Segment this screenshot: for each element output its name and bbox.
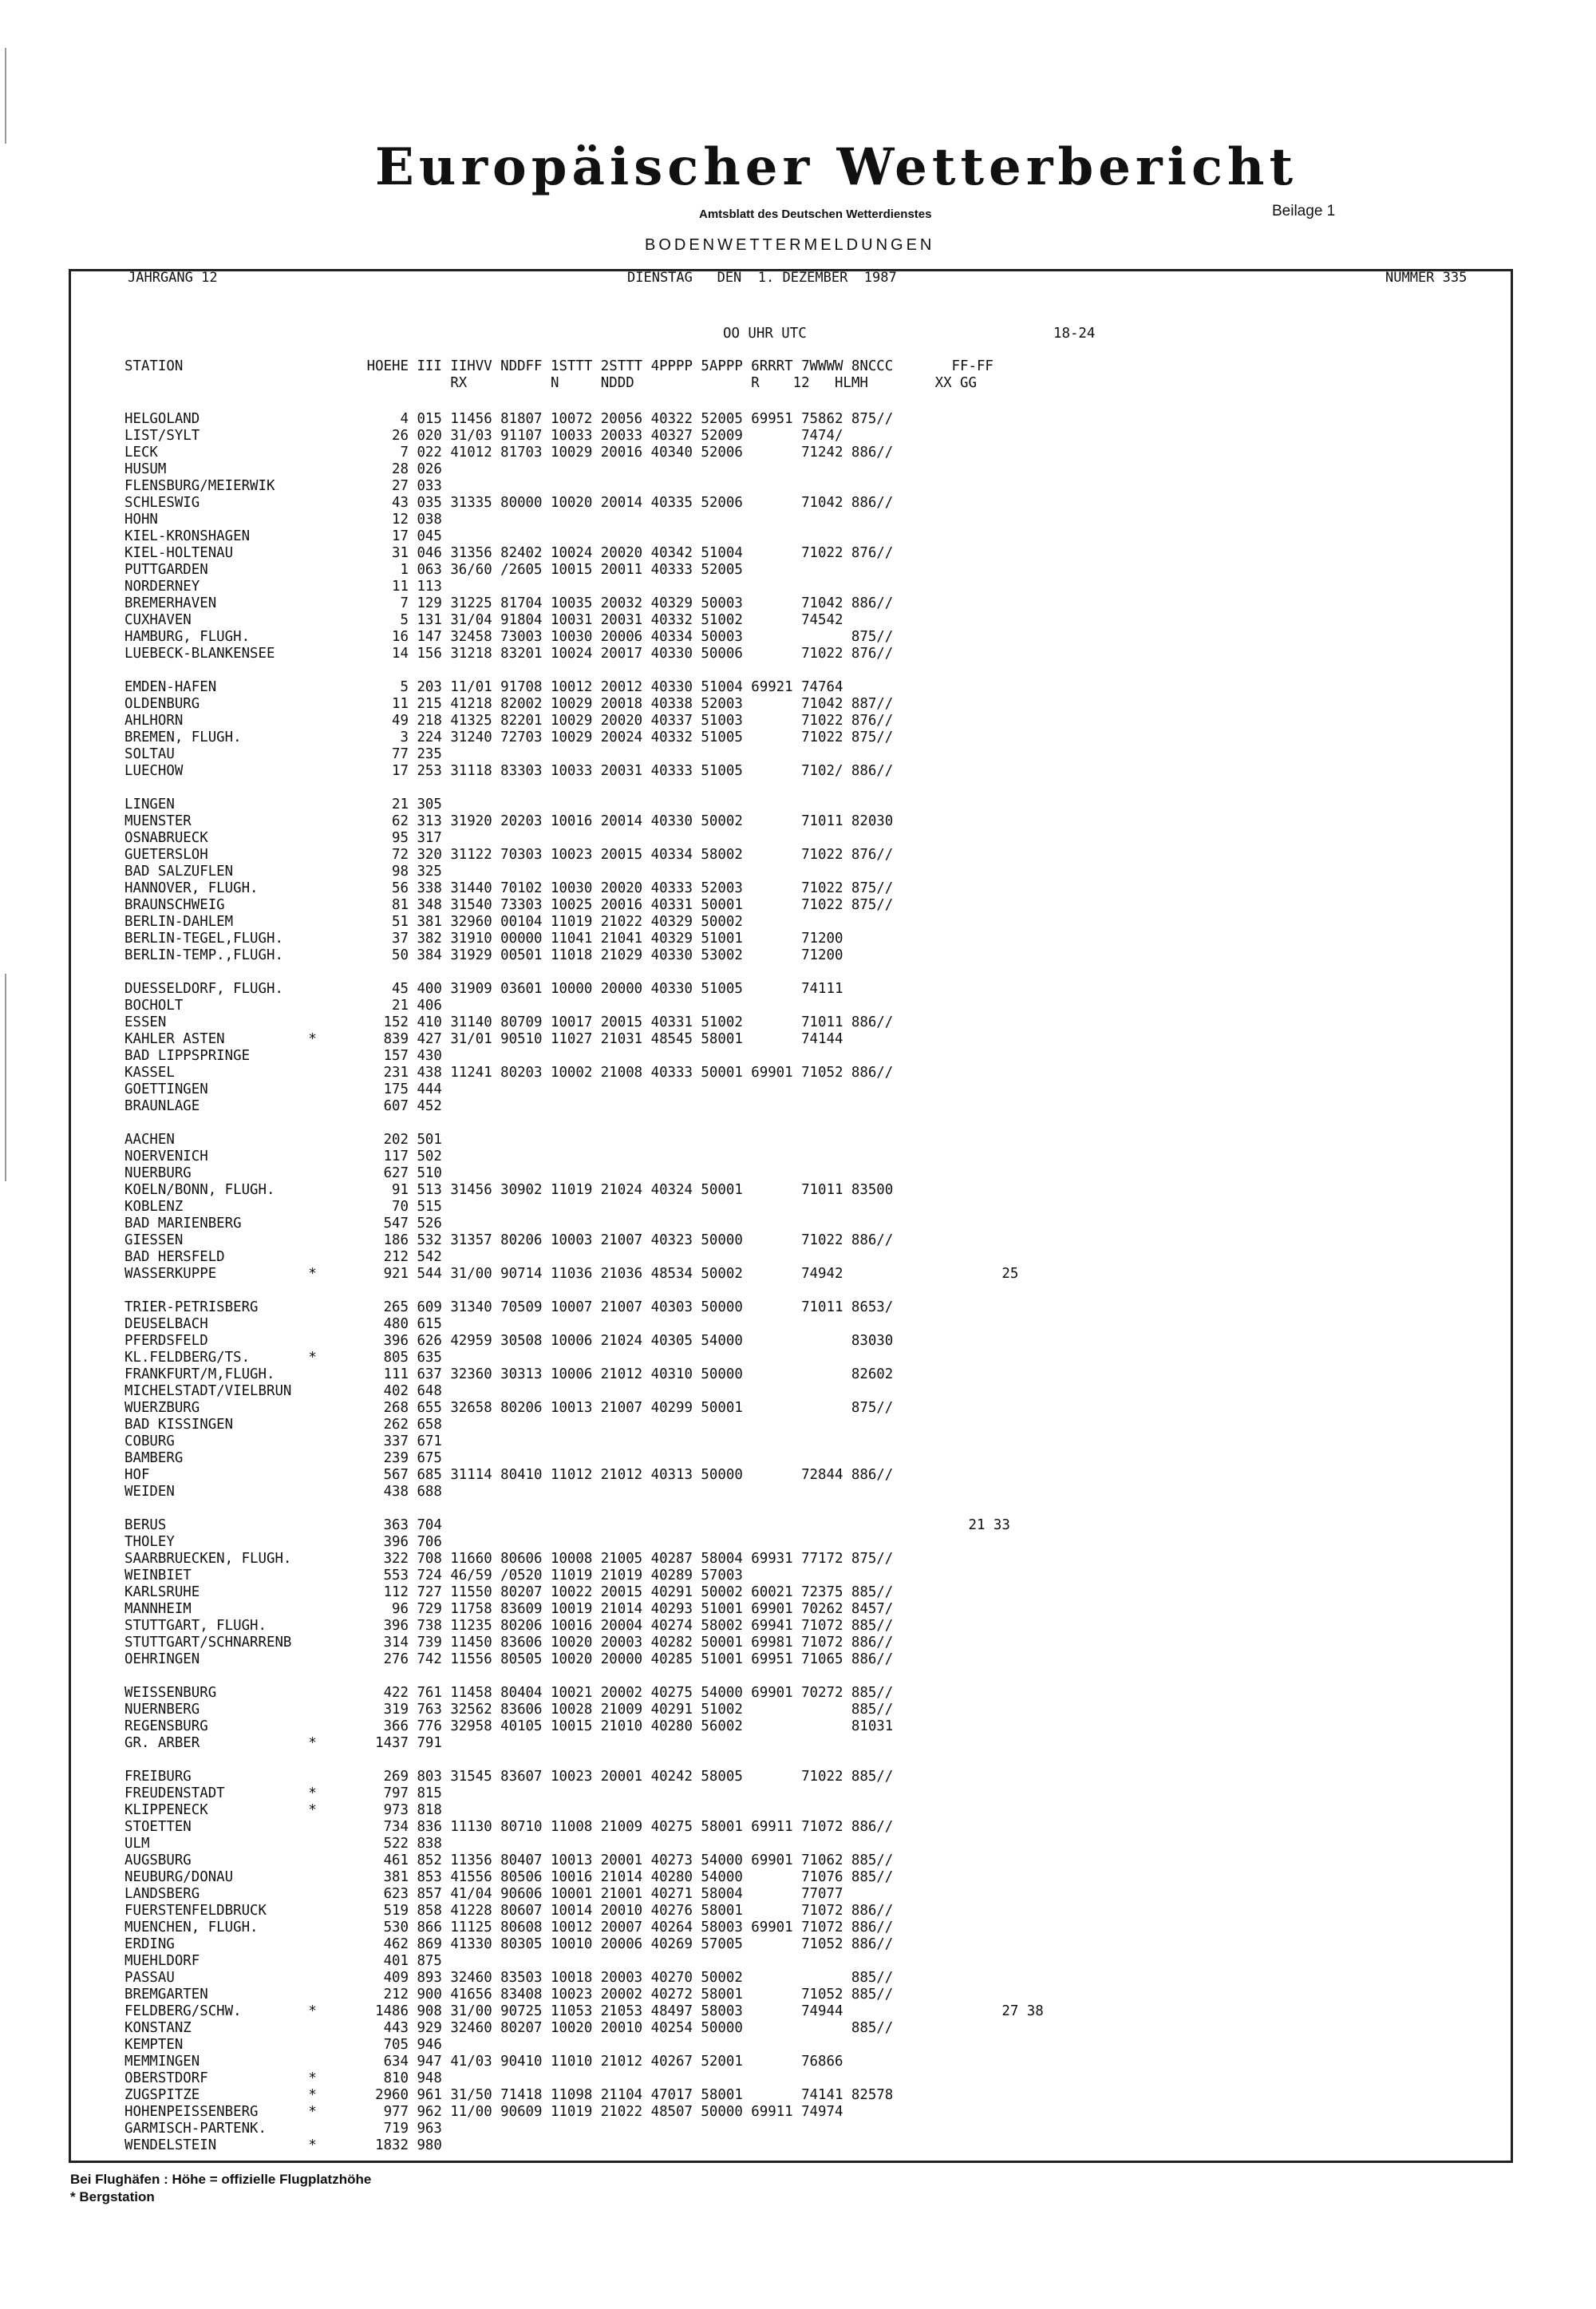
station-row: OEHRINGEN 276 742 11556 80505 10020 20000 40285 51001 69951 71065 886// — [124, 1651, 894, 1667]
station-row: NORDERNEY 11 113 — [124, 579, 442, 595]
station-row: GOETTINGEN 175 444 — [124, 1081, 442, 1097]
station-row: NUERBURG 627 510 — [124, 1165, 442, 1181]
station-row: LINGEN 21 305 — [124, 797, 442, 812]
station-row: WENDELSTEIN * 1832 980 — [124, 2137, 442, 2153]
station-row: SAARBRUECKEN, FLUGH. 322 708 11660 80606 10008 21005 40287 58004 69931 77172 875// — [124, 1551, 894, 1567]
station-row: PFERDSFELD 396 626 42959 30508 10006 21024 40305 54000 83030 — [124, 1333, 894, 1349]
station-row: GUETERSLOH 72 320 31122 70303 10023 20015 40334 58002 71022 876// — [124, 847, 894, 863]
station-row: LIST/SYLT 26 020 31/03 91107 10033 20033 40327 52009 7474/ — [124, 428, 843, 444]
station-row: BREMERHAVEN 7 129 31225 81704 10035 20032 40329 50003 71042 886// — [124, 595, 894, 611]
station-row: KIEL-HOLTENAU 31 046 31356 82402 10024 20020 40342 51004 71022 876// — [124, 545, 894, 561]
station-row: BERLIN-TEMP.,FLUGH. 50 384 31929 00501 11018 21029 40330 53002 71200 — [124, 947, 843, 963]
station-row: KAHLER ASTEN * 839 427 31/01 90510 11027 21031 48545 58001 74144 — [124, 1031, 843, 1047]
station-row: COBURG 337 671 — [124, 1433, 442, 1449]
station-row: LUECHOW 17 253 31118 83303 10033 20031 40333 51005 7102/ 886// — [124, 763, 894, 779]
station-row: DUESSELDORF, FLUGH. 45 400 31909 03601 10000 20000 40330 51005 74111 — [124, 981, 843, 997]
station-row: STOETTEN 734 836 11130 80710 11008 21009 40275 58001 69911 71072 886// — [124, 1819, 894, 1835]
group-spacer — [124, 780, 1044, 797]
station-row: BOCHOLT 21 406 — [124, 998, 442, 1014]
supplement-label: Beilage 1 — [1272, 203, 1336, 219]
issue-number: NUMMER 335 — [1385, 270, 1468, 286]
station-row: BREMGARTEN 212 900 41656 83408 10023 20002 40272 58001 71052 885// — [124, 1987, 894, 2003]
footnote-airports: Bei Flughäfen : Höhe = offizielle Flugplatzhöhe — [70, 2172, 372, 2187]
station-row: FREIBURG 269 803 31545 83607 10023 20001 40242 58005 71022 885// — [124, 1769, 894, 1785]
station-row: HELGOLAND 4 015 11456 81807 10072 20056 40322 52005 69951 75862 875// — [124, 411, 894, 427]
issue-date: DIENSTAG DEN 1. DEZEMBER 1987 — [627, 270, 897, 286]
station-row: KL.FELDBERG/TS. * 805 635 — [124, 1350, 442, 1366]
station-row: FUERSTENFELDBRUCK 519 858 41228 80607 10014 20010 40276 58001 71072 886// — [124, 1903, 894, 1919]
station-row: HUSUM 28 026 — [124, 461, 442, 477]
station-row: OSNABRUECK 95 317 — [124, 830, 442, 846]
scan-margin-mark — [5, 48, 6, 144]
station-row: AHLHORN 49 218 41325 82201 10029 20020 40337 51003 71022 876// — [124, 713, 894, 729]
station-row: FRANKFURT/M,FLUGH. 111 637 32360 30313 10006 21012 40310 50000 82602 — [124, 1366, 894, 1382]
station-row: HANNOVER, FLUGH. 56 338 31440 70102 10030 20020 40333 52003 71022 875// — [124, 880, 894, 896]
group-spacer — [124, 1668, 1044, 1685]
station-row: THOLEY 396 706 — [124, 1534, 442, 1550]
scan-margin-mark — [5, 974, 6, 1181]
station-row: WEINBIET 553 724 46/59 /0520 11019 21019 40289 57003 — [124, 1568, 743, 1583]
station-row: BAMBERG 239 675 — [124, 1450, 442, 1466]
report-title: Europäischer Wetterbericht — [375, 137, 1298, 197]
station-row: EMDEN-HAFEN 5 203 11/01 91708 10012 20012 40330 51004 69921 74764 — [124, 679, 843, 695]
group-spacer — [124, 964, 1044, 981]
station-row: OLDENBURG 11 215 41218 82002 10029 20018 40338 52003 71042 887// — [124, 696, 894, 712]
station-row: NOERVENICH 117 502 — [124, 1149, 442, 1164]
station-row: KOBLENZ 70 515 — [124, 1199, 442, 1215]
station-row: ULM 522 838 — [124, 1836, 442, 1852]
station-row: DEUSELBACH 480 615 — [124, 1316, 442, 1332]
station-row: MANNHEIM 96 729 11758 83609 10019 21014 40293 51001 69901 70262 8457/ — [124, 1601, 894, 1617]
station-row: REGENSBURG 366 776 32958 40105 10015 21010 40280 56002 81031 — [124, 1718, 894, 1734]
station-row: BAD LIPPSPRINGE 157 430 — [124, 1048, 442, 1064]
observation-time: OO UHR UTC — [723, 326, 807, 342]
station-row: BRAUNSCHWEIG 81 348 31540 73303 10025 20016 40331 50001 71022 875// — [124, 897, 894, 913]
station-row: PASSAU 409 893 32460 83503 10018 20003 40270 50002 885// — [124, 1970, 894, 1986]
station-row: WASSERKUPPE * 921 544 31/00 90714 11036 21036 48534 50002 74942 25 — [124, 1266, 1019, 1282]
station-row: KASSEL 231 438 11241 80203 10002 21008 40333 50001 69901 71052 886// — [124, 1065, 894, 1081]
station-row: FELDBERG/SCHW. * 1486 908 31/00 90725 11053 21053 48497 58003 74944 27 38 — [124, 2003, 1044, 2019]
station-row: GIESSEN 186 532 31357 80206 10003 21007 40323 50000 71022 886// — [124, 1232, 894, 1248]
group-spacer — [124, 1500, 1044, 1517]
station-row: MUEHLDORF 401 875 — [124, 1953, 442, 1969]
station-row: MUENSTER 62 313 31920 20203 10016 20014 40330 50002 71011 82030 — [124, 813, 894, 829]
group-spacer — [124, 1752, 1044, 1769]
station-row: SCHLESWIG 43 035 31335 80000 10020 20014 40335 52006 71042 886// — [124, 495, 894, 511]
station-row: BAD KISSINGEN 262 658 — [124, 1417, 442, 1433]
station-row: HOHENPEISSENBERG * 977 962 11/00 90609 11019 21022 48507 50000 69911 74974 — [124, 2104, 843, 2120]
station-row: MICHELSTADT/VIELBRUN 402 648 — [124, 1383, 442, 1399]
station-row: GR. ARBER * 1437 791 — [124, 1735, 442, 1751]
station-row: HAMBURG, FLUGH. 16 147 32458 73003 10030 20006 40334 50003 875// — [124, 629, 894, 645]
volume-label: JAHRGANG 12 — [128, 270, 218, 286]
station-row: MEMMINGEN 634 947 41/03 90410 11010 21012 40267 52001 76866 — [124, 2054, 843, 2070]
group-spacer — [124, 1283, 1044, 1299]
station-row: ERDING 462 869 41330 80305 10010 20006 40269 57005 71052 886// — [124, 1936, 894, 1952]
station-row: TRIER-PETRISBERG 265 609 31340 70509 10007 21007 40303 50000 71011 8653/ — [124, 1299, 894, 1315]
station-row: NEUBURG/DONAU 381 853 41556 80506 10016 21014 40280 54000 71076 885// — [124, 1869, 894, 1885]
station-row: KOELN/BONN, FLUGH. 91 513 31456 30902 11019 21024 40324 50001 71011 83500 — [124, 1182, 894, 1198]
station-row: AUGSBURG 461 852 11356 80407 10013 20001 40273 54000 69901 71062 885// — [124, 1852, 894, 1868]
station-row: BAD MARIENBERG 547 526 — [124, 1216, 442, 1232]
station-row: FLENSBURG/MEIERWIK 27 033 — [124, 478, 442, 494]
station-row: LECK 7 022 41012 81703 10029 20016 40340 52006 71242 886// — [124, 445, 894, 461]
station-row: WUERZBURG 268 655 32658 80206 10013 21007 40299 50001 875// — [124, 1400, 894, 1416]
station-row: KIEL-KRONSHAGEN 17 045 — [124, 528, 442, 544]
station-row: SOLTAU 77 235 — [124, 746, 442, 762]
station-row: HOF 567 685 31114 80410 11012 21012 40313 50000 72844 886// — [124, 1467, 894, 1483]
station-row: CUXHAVEN 5 131 31/04 91804 10031 20031 40332 51002 74542 — [124, 612, 843, 628]
group-spacer — [124, 1115, 1044, 1132]
station-row: BRAUNLAGE 607 452 — [124, 1098, 442, 1114]
station-row: FREUDENSTADT * 797 815 — [124, 1785, 442, 1801]
station-row: BERLIN-TEGEL,FLUGH. 37 382 31910 00000 11041 21041 40329 51001 71200 — [124, 931, 843, 947]
station-row: BERUS 363 704 21 33 — [124, 1517, 1010, 1533]
station-row: KONSTANZ 443 929 32460 80207 10020 20010 40254 50000 885// — [124, 2020, 894, 2036]
period-label: 18-24 — [1053, 326, 1096, 342]
station-row: ZUGSPITZE * 2960 961 31/50 71418 11098 21104 47017 58001 74141 82578 — [124, 2087, 894, 2103]
station-row: GARMISCH-PARTENK. 719 963 — [124, 2121, 442, 2137]
station-row: ESSEN 152 410 31140 80709 10017 20015 40331 51002 71011 886// — [124, 1014, 894, 1030]
station-row: BAD SALZUFLEN 98 325 — [124, 864, 442, 880]
column-header-line-2: RX N NDDD R 12 HLMH XX GG — [124, 375, 977, 391]
report-subtitle: Amtsblatt des Deutschen Wetterdienstes — [699, 208, 932, 221]
station-row: WEISSENBURG 422 761 11458 80404 10021 20002 40275 54000 69901 70272 885// — [124, 1685, 894, 1701]
footnote-mountain-station: * Bergstation — [70, 2189, 155, 2204]
station-row: WEIDEN 438 688 — [124, 1484, 442, 1500]
station-row: STUTTGART/SCHNARRENB 314 739 11450 83606 10020 20003 40282 50001 69981 71072 886// — [124, 1635, 894, 1651]
section-heading: BODENWETTERMELDUNGEN — [645, 236, 935, 254]
station-row: KARLSRUHE 112 727 11550 80207 10022 20015 40291 50002 60021 72375 885// — [124, 1584, 894, 1600]
station-row: KEMPTEN 705 946 — [124, 2037, 442, 2053]
station-row: STUTTGART, FLUGH. 396 738 11235 80206 10016 20004 40274 58002 69941 71072 885// — [124, 1618, 894, 1634]
station-row: BAD HERSFELD 212 542 — [124, 1249, 442, 1265]
station-row: AACHEN 202 501 — [124, 1132, 442, 1148]
station-row: KLIPPENECK * 973 818 — [124, 1802, 442, 1818]
station-row: NUERNBERG 319 763 32562 83606 10028 21009 40291 51002 885// — [124, 1702, 894, 1718]
station-row: MUENCHEN, FLUGH. 530 866 11125 80608 10012 20007 40264 58003 69901 71072 886// — [124, 1920, 894, 1935]
station-row: LANDSBERG 623 857 41/04 90606 10001 21001 40271 58004 77077 — [124, 1886, 843, 1902]
station-row: LUEBECK-BLANKENSEE 14 156 31218 83201 10024 20017 40330 50006 71022 876// — [124, 646, 894, 662]
group-spacer — [124, 662, 1044, 679]
column-header-line-1: STATION HOEHE III IIHVV NDDFF 1STTT 2STTT 4PPPP 5APPP 6RRRT 7WWWW 8NCCC FF-FF — [124, 358, 994, 374]
station-table — [124, 411, 1044, 2154]
station-row: BERLIN-DAHLEM 51 381 32960 00104 11019 21022 40329 50002 — [124, 914, 743, 930]
station-row: HOHN 12 038 — [124, 512, 442, 528]
station-row: PUTTGARDEN 1 063 36/60 /2605 10015 20011 40333 52005 — [124, 562, 743, 578]
station-row: OBERSTDORF * 810 948 — [124, 2070, 442, 2086]
station-row: BREMEN, FLUGH. 3 224 31240 72703 10029 20024 40332 51005 71022 875// — [124, 729, 894, 745]
